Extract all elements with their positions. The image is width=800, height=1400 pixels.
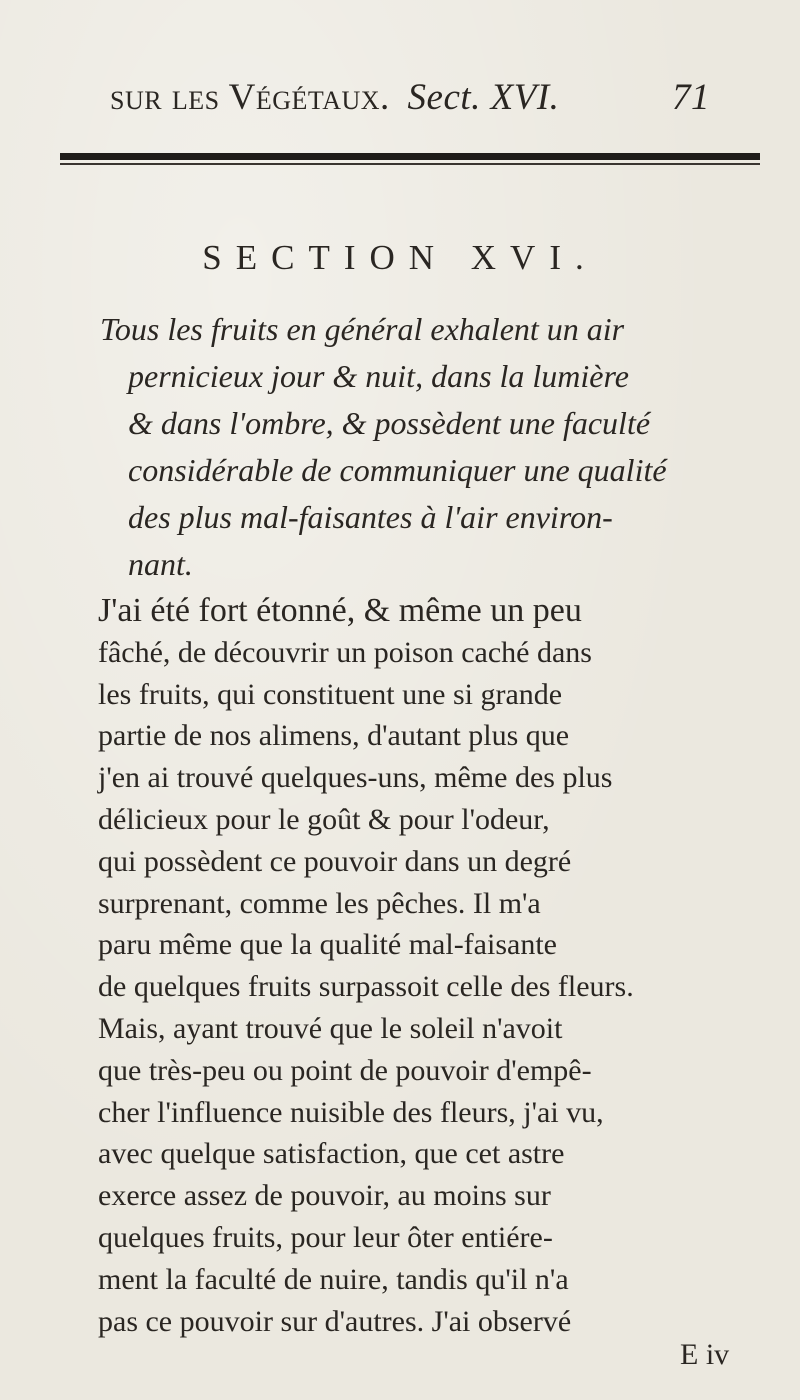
signature-mark: E iv xyxy=(680,1338,730,1371)
body-line: exerce assez de pouvoir, au moins sur xyxy=(98,1179,551,1213)
running-head xyxy=(110,76,710,124)
body-line: de quelques fruits surpassoit celle des fleurs. xyxy=(98,970,634,1004)
body-line: j'en ai trouvé quelques-uns, même des plus xyxy=(98,761,613,795)
summary-line: nant. xyxy=(128,546,193,582)
body-line: surprenant, comme les pêches. Il m'a xyxy=(98,886,541,920)
body-paragraph xyxy=(98,590,788,1342)
body-line: Mais, ayant trouvé que le soleil n'avoit xyxy=(98,1011,563,1045)
section-title: SECTION XVI. xyxy=(202,238,598,277)
body-line: J'ai été fort étonné, & même un peu xyxy=(98,592,582,629)
running-head-section: Sect. XVI. xyxy=(407,77,560,118)
summary-line: des plus mal-faisantes à l'air environ- xyxy=(128,499,613,535)
header-rule-thick xyxy=(60,153,760,160)
body-line: quelques fruits, pour leur ôter entiére- xyxy=(98,1220,553,1254)
summary-line: pernicieux jour & nuit, dans la lumière xyxy=(128,358,629,394)
summary-line: Tous les fruits en général exhalent un air xyxy=(100,311,625,347)
header-rule-thin xyxy=(60,163,760,165)
running-head-title: sur les Végétaux. xyxy=(110,77,390,118)
body-line: qui possèdent ce pouvoir dans un degré xyxy=(98,844,572,878)
body-line: fâché, de découvrir un poison caché dans xyxy=(98,635,592,669)
body-line: avec quelque satisfaction, que cet astre xyxy=(98,1137,565,1171)
body-line: les fruits, qui constituent une si grande xyxy=(98,677,563,711)
body-line: partie de nos alimens, d'autant plus que xyxy=(98,719,570,753)
section-summary xyxy=(100,306,800,588)
page-number: 71 xyxy=(672,77,710,118)
body-line: paru même que la qualité mal-faisante xyxy=(98,928,557,962)
body-line: pas ce pouvoir sur d'autres. J'ai observé xyxy=(98,1304,572,1338)
body-line: cher l'influence nuisible des fleurs, j'ai vu, xyxy=(98,1095,604,1129)
body-line: que très-peu ou point de pouvoir d'empê- xyxy=(98,1053,592,1087)
summary-line: considérable de communiquer une qualité xyxy=(128,452,667,488)
summary-line: & dans l'ombre, & possèdent une faculté xyxy=(128,405,651,441)
body-line: délicieux pour le goût & pour l'odeur, xyxy=(98,802,550,836)
body-line: ment la faculté de nuire, tandis qu'il n'a xyxy=(98,1262,569,1296)
